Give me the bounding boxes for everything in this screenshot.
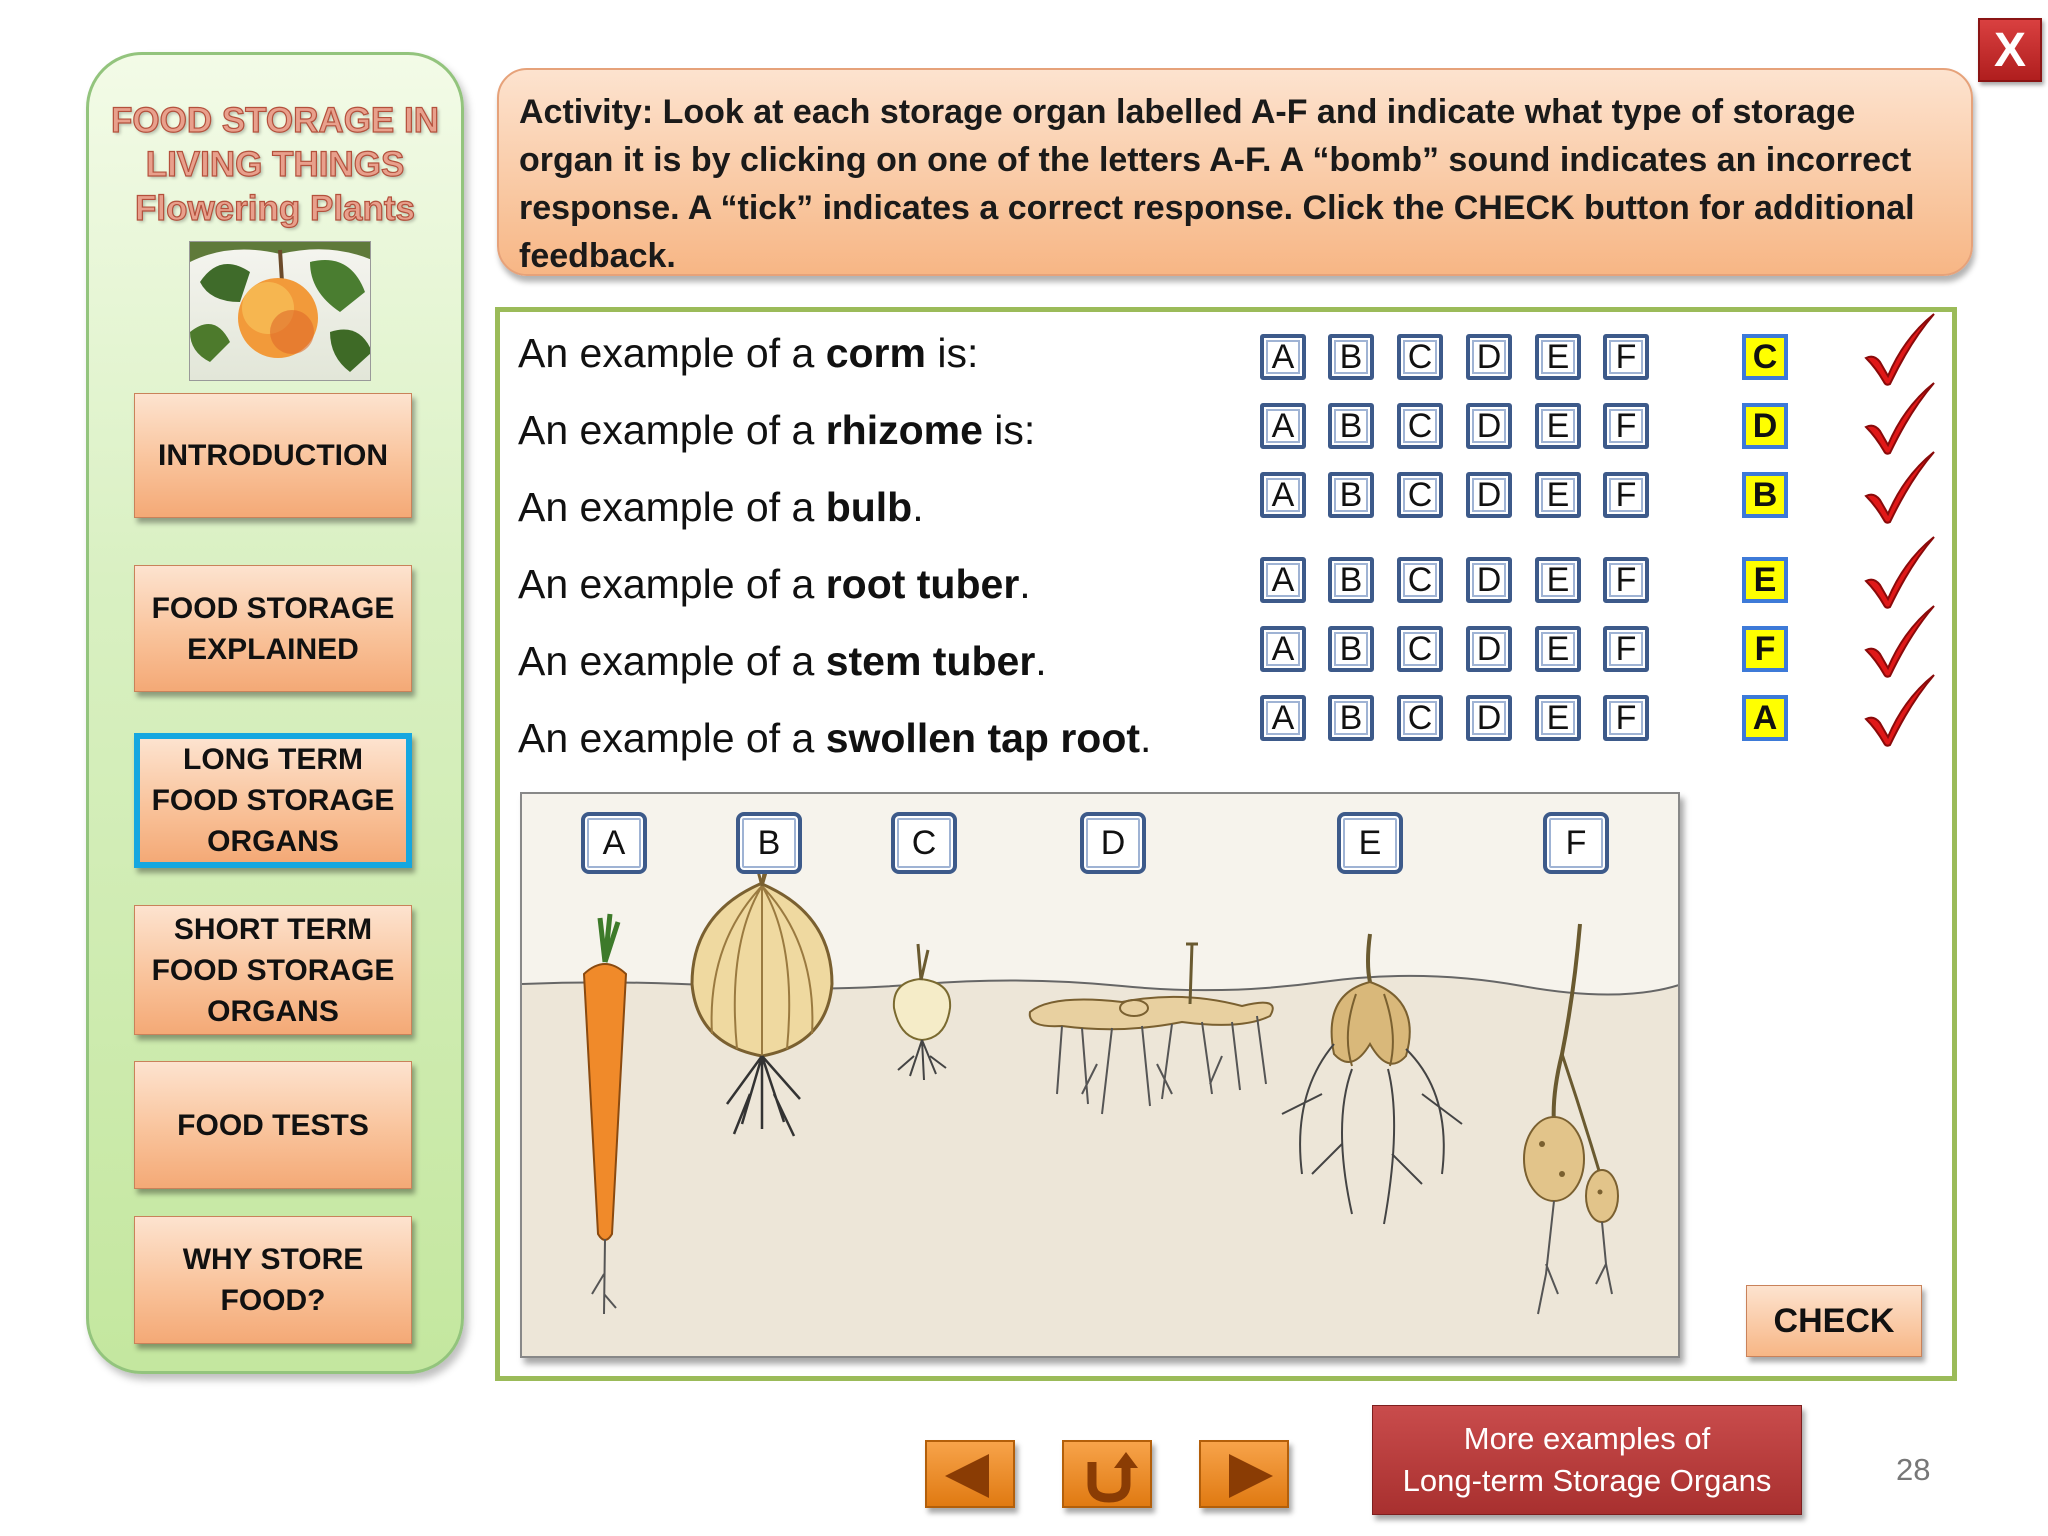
option-d-button[interactable]: D — [1466, 472, 1512, 518]
sidebar-title-line: LIVING THINGS — [145, 145, 405, 184]
option-b-button[interactable]: B — [1328, 403, 1374, 449]
option-f-button[interactable]: F — [1603, 626, 1649, 672]
correct-tick-icon — [1860, 531, 1940, 609]
option-c-button[interactable]: C — [1397, 626, 1443, 672]
correct-tick-icon — [1860, 308, 1940, 386]
option-c-button[interactable]: C — [1397, 403, 1443, 449]
option-e-button[interactable]: E — [1535, 557, 1581, 603]
option-a-button[interactable]: A — [1260, 557, 1306, 603]
nav-short-term-organs-button[interactable]: SHORT TERM FOOD STORAGE ORGANS — [134, 905, 412, 1035]
storage-organs-diagram — [520, 792, 1680, 1358]
option-e-button[interactable]: E — [1535, 695, 1581, 741]
selected-answer: B — [1742, 472, 1788, 518]
question-bulb: An example of a bulb. — [518, 484, 924, 530]
option-a-button[interactable]: A — [1260, 695, 1306, 741]
selected-answer: D — [1742, 403, 1788, 449]
activity-instructions: Activity: Look at each storage organ labelled A-F and indicate what type of storage organ it is by clicking on one of the letters A-F. A “bomb” sound indicates an incorrect response. A “tick” indicates a correct response. Click the CHECK button for additional feedback. — [497, 68, 1973, 276]
peach-photo — [189, 241, 371, 381]
question-stem-tuber: An example of a stem tuber. — [518, 638, 1047, 684]
sidebar-title-line: FOOD STORAGE IN — [111, 101, 439, 140]
option-f-button[interactable]: F — [1603, 472, 1649, 518]
option-d-button[interactable]: D — [1466, 626, 1512, 672]
page-number: 28 — [1896, 1452, 1931, 1487]
selected-answer: F — [1742, 626, 1788, 672]
return-button[interactable] — [1062, 1440, 1152, 1508]
option-d-button[interactable]: D — [1466, 403, 1512, 449]
selected-answer: C — [1742, 334, 1788, 380]
selected-answer: A — [1742, 695, 1788, 741]
nav-introduction-button[interactable]: INTRODUCTION — [134, 393, 412, 518]
option-f-button[interactable]: F — [1603, 557, 1649, 603]
question-corm: An example of a corm is: — [518, 330, 979, 376]
return-arrow-icon — [1064, 1442, 1154, 1510]
diagram-label-d: D — [1080, 812, 1146, 874]
question-rhizome: An example of a rhizome is: — [518, 407, 1036, 453]
sidebar-title-line: Flowering Plants — [134, 189, 416, 228]
nav-why-store-food-button[interactable]: WHY STORE FOOD? — [134, 1216, 412, 1344]
nav-food-storage-explained-button[interactable]: FOOD STORAGE EXPLAINED — [134, 565, 412, 692]
question-root-tuber: An example of a root tuber. — [518, 561, 1031, 607]
selected-answer: E — [1742, 557, 1788, 603]
option-d-button[interactable]: D — [1466, 695, 1512, 741]
correct-tick-icon — [1860, 669, 1940, 747]
option-e-button[interactable]: E — [1535, 472, 1581, 518]
option-d-button[interactable]: D — [1466, 557, 1512, 603]
option-b-button[interactable]: B — [1328, 557, 1374, 603]
option-c-button[interactable]: C — [1397, 334, 1443, 380]
option-c-button[interactable]: C — [1397, 695, 1443, 741]
previous-slide-button[interactable] — [925, 1440, 1015, 1508]
option-f-button[interactable]: F — [1603, 695, 1649, 741]
close-button[interactable]: X — [1978, 18, 2042, 82]
option-b-button[interactable]: B — [1328, 695, 1374, 741]
option-a-button[interactable]: A — [1260, 334, 1306, 380]
option-e-button[interactable]: E — [1535, 626, 1581, 672]
diagram-label-e: E — [1337, 812, 1403, 874]
option-f-button[interactable]: F — [1603, 334, 1649, 380]
option-d-button[interactable]: D — [1466, 334, 1512, 380]
option-c-button[interactable]: C — [1397, 557, 1443, 603]
option-a-button[interactable]: A — [1260, 626, 1306, 672]
option-f-button[interactable]: F — [1603, 403, 1649, 449]
more-examples-button[interactable]: More examples of Long-term Storage Organs — [1372, 1405, 1802, 1515]
sidebar-title — [89, 99, 461, 231]
option-b-button[interactable]: B — [1328, 472, 1374, 518]
diagram-label-c: C — [891, 812, 957, 874]
arrow-right-icon — [1201, 1442, 1291, 1510]
option-b-button[interactable]: B — [1328, 334, 1374, 380]
option-e-button[interactable]: E — [1535, 334, 1581, 380]
nav-long-term-organs-button[interactable]: LONG TERM FOOD STORAGE ORGANS — [134, 733, 412, 868]
option-a-button[interactable]: A — [1260, 472, 1306, 518]
arrow-left-icon — [927, 1442, 1017, 1510]
option-c-button[interactable]: C — [1397, 472, 1443, 518]
question-swollen-tap-root: An example of a swollen tap root. — [518, 715, 1152, 761]
correct-tick-icon — [1860, 600, 1940, 678]
diagram-label-a: A — [581, 812, 647, 874]
correct-tick-icon — [1860, 446, 1940, 524]
correct-tick-icon — [1860, 377, 1940, 455]
option-e-button[interactable]: E — [1535, 403, 1581, 449]
nav-food-tests-button[interactable]: FOOD TESTS — [134, 1061, 412, 1189]
next-slide-button[interactable] — [1199, 1440, 1289, 1508]
option-b-button[interactable]: B — [1328, 626, 1374, 672]
diagram-label-b: B — [736, 812, 802, 874]
check-button[interactable]: CHECK — [1746, 1285, 1922, 1357]
diagram-label-f: F — [1543, 812, 1609, 874]
option-a-button[interactable]: A — [1260, 403, 1306, 449]
